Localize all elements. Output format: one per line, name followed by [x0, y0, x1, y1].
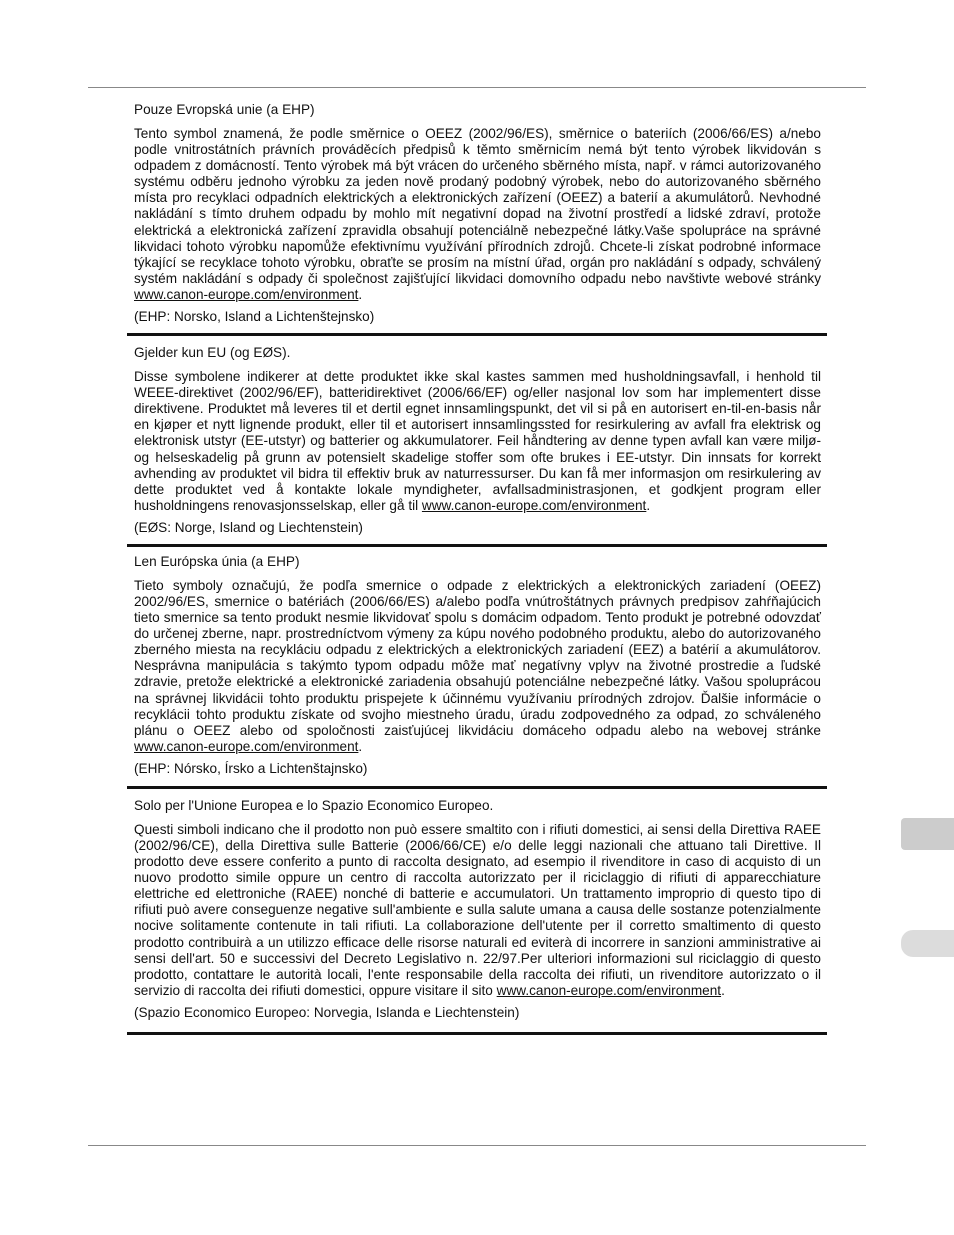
section-body — [134, 578, 821, 755]
body-end: . — [358, 738, 363, 754]
header-rule — [88, 87, 866, 88]
body-text: Tento symbol znamená, že podle směrnice o OEEZ (2002/96/ES), směrnice o bateriích (2006/66/ES) a/nebo podle vnitrostátních právních prováděcích předpisů k těmto směrnicím nemá být tento výrobek likvidován s odpadem z domácností. Tento výrobek má být vrácen do určeného sběrného místa, např. v rámci autorizovaného systému odběru jednoho výrobku za jeden nově prodaný podobný výrobek, nebo do autorizovaného sběrného místa pro recyklaci odpadních elektrických a elektronických zařízení (OEEZ) a baterií a akumulátorů. Nevhodné nakládání s tímto druhem odpadu by mohlo mít negativní dopad na životní prostředí a lidské zdraví, protože elektrická a elektronická zařízení zpravidla obsahují potenciálně nebezpečné látky.Vaše spolupráce na správné likvidaci tohoto výrobku napomůže efektivnímu využívání přírodních zdrojů. Chcete-li získat podrobné informace týkající se recyklace tohoto výrobku, obraťte se prosím na místní úřad, orgán pro nakládání s odpady, schválený systém nakládání s odpady či společnost zajišťující likvidaci domovního odpadu nebo navštivte webové stránky — [134, 126, 821, 286]
section-body — [134, 369, 821, 514]
section-note: (Spazio Economico Europeo: Norvegia, Islanda e Liechtenstein) — [134, 1004, 520, 1020]
body-end: . — [646, 497, 651, 513]
environment-link[interactable]: www.canon-europe.com/environment — [134, 286, 359, 302]
body-end: . — [358, 286, 363, 302]
section-body — [134, 126, 821, 303]
section-norwegian — [127, 336, 827, 547]
body-end: . — [721, 982, 725, 998]
section-body — [134, 822, 821, 999]
environment-link[interactable]: www.canon-europe.com/environment — [496, 982, 722, 998]
footer-rule — [88, 1145, 866, 1146]
side-index-tab-active[interactable] — [901, 818, 954, 850]
section-note: (EØS: Norge, Island og Liechtenstein) — [134, 519, 363, 535]
environment-link[interactable]: www.canon-europe.com/environment — [134, 738, 359, 754]
section-italian — [127, 789, 827, 1035]
section-note: (EHP: Norsko, Island a Lichtenštejnsko) — [134, 309, 375, 325]
section-czech — [127, 101, 827, 336]
section-heading: Len Európska únia (a EHP) — [134, 553, 300, 569]
page-content — [127, 101, 827, 1035]
body-text: Disse symbolene indikerer at dette produktet ikke skal kastes sammen med husholdningsavfall, i henhold til WEEE-direktivet (2002/96/EF), batteridirektivet (2006/66/EF) og/eller nasjonal lov som har implementert disse direktivene. Produktet må leveres til et dertil egnet innsamlingspunkt, det vil si på en autorisert en-til-en-basis når en kjøper et nytt lignende produkt, eller til et autorisert innsamlingssted for resirkulering av avfall fra elektrisk og elektronisk utstyr (EE-utstyr) og batterier og akkumulatorer. Feil håndtering av denne typen avfall kan være miljø- og helseskadelig på grunn av potensielt skadelige stoffer som ofte brukes i EE-utstyr. Din innsats for korrekt avhending av produktet vil bidra til effektiv bruk av naturressurser. Du kan få mer informasjon om resirkulering av dette produktet ved å kontakte lokale myndigheter, avfallsadministrasjonen, et godkjent program eller husholdningens renovasjonsselskap, eller gå til — [134, 369, 821, 513]
section-note: (EHP: Nórsko, Írsko a Lichtenštajnsko) — [134, 760, 368, 776]
section-heading: Gjelder kun EU (og EØS). — [134, 345, 291, 361]
section-slovak — [127, 547, 827, 789]
environment-link[interactable]: www.canon-europe.com/environment — [421, 497, 647, 513]
side-index-tab[interactable] — [901, 930, 954, 957]
section-heading: Solo per l'Unione Europea e lo Spazio Economico Europeo. — [134, 797, 494, 813]
body-text: Tieto symboly označujú, že podľa smernice o odpade z elektrických a elektronických zariadení (OEEZ) 2002/96/ES, smernice o batériách (2006/66/ES) a/alebo podľa vnútroštátnych právnych predpisov zahŕňajúcich tieto smernice sa tento produkt nesmie likvidovať spolu s domácim odpadom. Tento produkt je potrebné odovzdať do určenej zberne, napr. prostredníctvom výmeny za kúpu nového podobného produktu, alebo do autorizovaného zberného miesta na recykláciu odpadu z elektrických a elektronických zariadení (EEZ) a batérií a akumulátorov. Nesprávna manipulácia s takýmto typom odpadu môže mať negatívny vplyv na životné prostredie a ľudské zdravie, pretože elektrické a elektronické zariadenia obsahujú potenciálne nebezpečné látky. Vašou spoluprácou na správnej likvidácii tohto produktu prispejete k účinnému využívaniu prírodných zdrojov. Ďalšie informácie o recyklácii tohto produktu získate od svojho miestneho úradu, úradu zodpovedného za odpad, zo schváleného plánu o OEEZ alebo od spoločnosti zaisťujúcej likvidáciu domáceho odpadu alebo na webovej stránke — [134, 577, 821, 738]
section-heading: Pouze Evropská unie (a EHP) — [134, 102, 315, 117]
body-text: Questi simboli indicano che il prodotto non può essere smaltito con i rifiuti domestici, ai sensi della Direttiva RAEE (2002/96/CE), della Direttiva sulle Batterie (2006/66/CE) e/o delle leggi nazionali che attuano tali Direttive. Il prodotto deve essere conferito a punto di raccolta designato, ad esempio il rivenditore in caso di acquisto di un nuovo prodotto simile oppure un centro di raccolta autorizzato per il riciclaggio di rifiuti di apparecchiature elettriche ed elettroniche (RAEE) nonché di batterie e accumulatori. Un trattamento improprio di questo tipo di rifiuti può avere conseguenze negative sull'ambiente e sulla salute umana a causa delle sostanze potenzialmente nocive solitamente contenute in tali rifiuti. La collaborazione dell'utente per il corretto smaltimento di questo prodotto contribuirà a un utilizzo efficace delle risorse naturali ed eviterà di incorrere in sanzioni amministrative ai sensi dell'art. 50 e successivi del Decreto Legislativo n. 22/97.Per ulteriori informazioni sul riciclaggio di questo prodotto, contattare le autorità locali, l'ente responsabile della raccolta dei rifiuti, un rivenditore autorizzato o il servizio di raccolta dei rifiuti domestici, oppure visitare il sito — [134, 821, 821, 998]
